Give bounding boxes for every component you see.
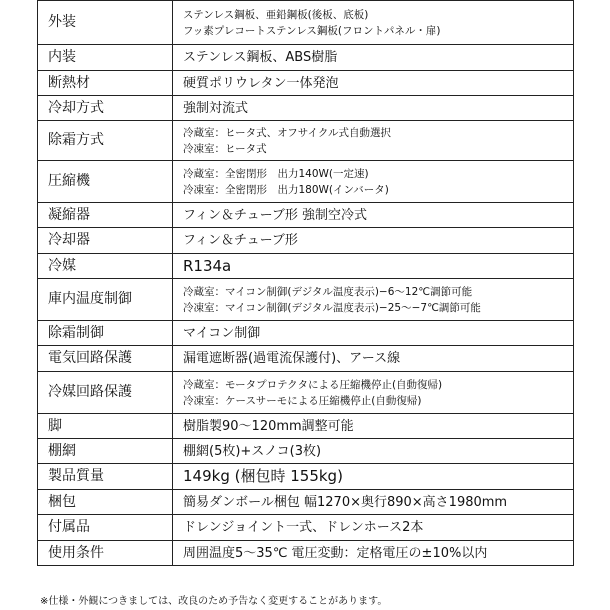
row-label: 棚網 <box>38 439 173 464</box>
value-line: フッ素プレコートステンレス鋼板(フロントパネル・扉) <box>183 24 441 37</box>
value-line: 冷蔵室：全密閉形 出力140W(一定速) <box>183 167 369 180</box>
table-row <box>38 71 574 96</box>
table-row <box>38 490 574 515</box>
row-label: 冷媒回路保護 <box>38 372 173 414</box>
row-label: 使用条件 <box>38 541 173 566</box>
row-label: 脚 <box>38 414 173 439</box>
value-line: 冷凍室：マイコン制御(デジタル温度表示)−25〜−7℃調節可能 <box>183 301 481 314</box>
spec-table <box>37 0 574 566</box>
table-row <box>38 254 574 279</box>
table-row <box>38 1 574 45</box>
table-row <box>38 515 574 541</box>
table-row <box>38 45 574 71</box>
row-value <box>173 1 574 45</box>
table-row <box>38 439 574 464</box>
value-line: 冷凍室：ヒータ式 <box>183 142 267 155</box>
table-row <box>38 464 574 490</box>
table-row <box>38 346 574 372</box>
row-label: 製品質量 <box>38 464 173 490</box>
row-value: 周囲温度5〜35℃ 電圧変動：定格電圧の±10%以内 <box>173 541 574 566</box>
row-value: 棚網(5枚)+スノコ(3枚) <box>173 439 574 464</box>
row-value: 漏電遮断器(過電流保護付)、アース線 <box>173 346 574 372</box>
row-value <box>173 279 574 321</box>
row-value: 強制対流式 <box>173 96 574 121</box>
value-line: 冷蔵室：マイコン制御(デジタル温度表示)−6〜12℃調節可能 <box>183 285 473 298</box>
table-row <box>38 279 574 321</box>
row-value: フィン＆チューブ形 強制空冷式 <box>173 203 574 228</box>
row-value: マイコン制御 <box>173 321 574 346</box>
row-label: 付属品 <box>38 515 173 541</box>
table-row <box>38 96 574 121</box>
row-value: ドレンジョイント一式、ドレンホース2本 <box>173 515 574 541</box>
table-row <box>38 541 574 566</box>
row-value: 樹脂製90〜120mm調整可能 <box>173 414 574 439</box>
value-line: ステンレス鋼板、亜鉛鋼板(後板、底板) <box>183 8 369 21</box>
value-line: 冷凍室：ケースサーモによる圧縮機停止(自動復帰) <box>183 394 422 407</box>
row-label: 梱包 <box>38 490 173 515</box>
row-label: 凝縮器 <box>38 203 173 228</box>
value-line: 冷蔵室：モータプロテクタによる圧縮機停止(自動復帰) <box>183 378 443 391</box>
row-value <box>173 372 574 414</box>
row-label: 冷媒 <box>38 254 173 279</box>
table-row <box>38 321 574 346</box>
table-row <box>38 121 574 161</box>
row-value: 硬質ポリウレタン一体発泡 <box>173 71 574 96</box>
row-label: 冷却方式 <box>38 96 173 121</box>
row-value: R134a <box>173 254 574 279</box>
row-value: 149kg (梱包時 155kg) <box>173 464 574 490</box>
table-row <box>38 161 574 203</box>
footnote: ※仕様・外観につきましては、改良のため予告なく変更することがあります。 <box>40 596 388 607</box>
row-label: 断熱材 <box>38 71 173 96</box>
row-label: 圧縮機 <box>38 161 173 203</box>
row-value: ステンレス鋼板、ABS樹脂 <box>173 45 574 71</box>
row-label: 内装 <box>38 45 173 71</box>
row-label: 除霜制御 <box>38 321 173 346</box>
row-label: 電気回路保護 <box>38 346 173 372</box>
row-label: 除霜方式 <box>38 121 173 161</box>
row-value <box>173 121 574 161</box>
row-label: 冷却器 <box>38 228 173 254</box>
row-value: フィン＆チューブ形 <box>173 228 574 254</box>
table-row <box>38 203 574 228</box>
value-line: 冷蔵室：ヒータ式、オフサイクル式自動選択 <box>183 126 392 139</box>
row-label: 外装 <box>38 1 173 45</box>
value-line: 冷凍室：全密閉形 出力180W(インバータ) <box>183 183 389 196</box>
table-row <box>38 372 574 414</box>
row-label: 庫内温度制御 <box>38 279 173 321</box>
row-value <box>173 161 574 203</box>
table-row <box>38 414 574 439</box>
row-value: 簡易ダンボール梱包 幅1270×奥行890×高さ1980mm <box>173 490 574 515</box>
table-row <box>38 228 574 254</box>
